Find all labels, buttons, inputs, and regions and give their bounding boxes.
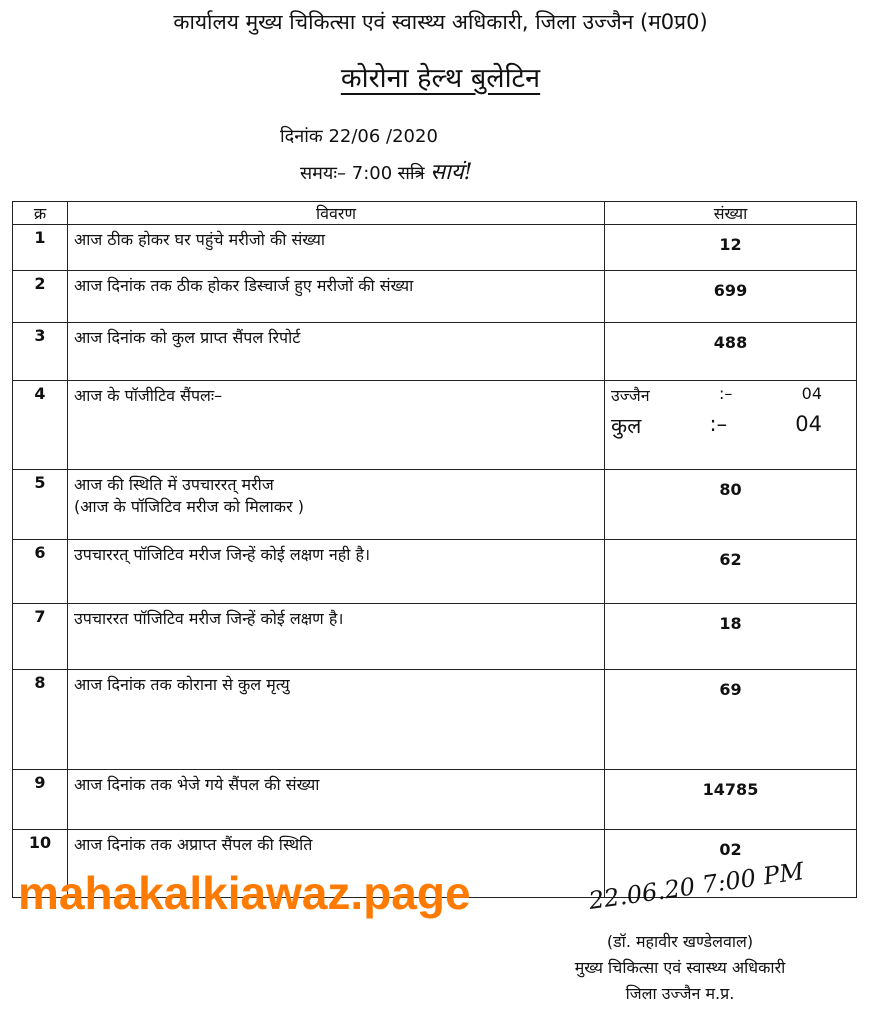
time-line — [300, 156, 472, 186]
table-row — [13, 225, 857, 271]
table-row — [13, 770, 857, 830]
row-description: आज दिनांक तक अप्राप्त सैंपल की स्थिति — [68, 830, 605, 898]
table-row — [13, 604, 857, 670]
row-description-line1: आज की स्थिति में उपचाररत् मरीज — [74, 475, 274, 494]
positive-total-line — [611, 412, 850, 440]
time-value: 7:00 — [351, 163, 393, 184]
positive-total-value: 04 — [795, 412, 822, 436]
row-value: 02 — [605, 830, 857, 898]
watermark-text: mahakalkiawaz.page — [18, 867, 471, 919]
signatory-name: (डॉ. महावीर खण्डेलवाल) — [606, 932, 754, 951]
row-description — [68, 470, 605, 540]
row-description: उपचाररत् पॉजिटिव मरीज जिन्हें कोई लक्षण नही है। — [68, 540, 605, 604]
row-serial: 9 — [13, 770, 68, 830]
row-description-line2: (आज के पॉजिटिव मरीज को मिलाकर ) — [74, 497, 304, 516]
office-heading: कार्यालय मुख्य चिकित्सा एवं स्वास्थ्य अधिकारी, जिला उज्जैन (म0प्र0) — [173, 10, 708, 34]
table-row — [13, 271, 857, 323]
row-value: 18 — [605, 604, 857, 670]
row-description: आज ठीक होकर घर पहुंचे मरीजो की संख्या — [68, 225, 605, 271]
positive-samples-cell — [605, 381, 857, 470]
time-struck-word: रात्रि — [397, 163, 425, 184]
handwritten-signature: 22.06.20 7:00 PM — [587, 857, 806, 915]
bulletin-title: कोरोना हेल्थ बुलेटिन — [340, 63, 541, 94]
header-count: संख्या — [605, 202, 857, 225]
row-serial: 5 — [13, 470, 68, 540]
row-value: 699 — [605, 271, 857, 323]
positive-ujjain-sep: :– — [718, 384, 733, 403]
row-serial: 4 — [13, 381, 68, 470]
positive-ujjain-value: 04 — [801, 384, 822, 403]
row-value: 12 — [605, 225, 857, 271]
table-row — [13, 540, 857, 604]
row-serial: 1 — [13, 225, 68, 271]
date-value: 22/06 /2020 — [328, 126, 438, 147]
table-header-row — [13, 202, 857, 225]
row-description: आज दिनांक को कुल प्राप्त सैंपल रिपोर्ट — [68, 323, 605, 381]
time-label: समयः– — [300, 163, 347, 184]
positive-total-label: कुल — [611, 414, 642, 438]
row-value: 62 — [605, 540, 857, 604]
row-description: आज दिनांक तक कोराना से कुल मृत्यु — [68, 670, 605, 770]
row-serial: 10 — [13, 830, 68, 898]
row-description: आज दिनांक तक भेजे गये सैंपल की संख्या — [68, 770, 605, 830]
row-serial: 8 — [13, 670, 68, 770]
table-row — [13, 470, 857, 540]
row-serial: 7 — [13, 604, 68, 670]
row-value: 488 — [605, 323, 857, 381]
bulletin-table — [12, 201, 857, 898]
row-value: 80 — [605, 470, 857, 540]
row-description: आज दिनांक तक ठीक होकर डिस्चार्ज हुए मरीजों की संख्या — [68, 271, 605, 323]
row-description: आज के पॉजीटिव सैंपलः– — [68, 381, 605, 470]
positive-ujjain-label: उज्जैन — [611, 386, 650, 405]
table-row — [13, 323, 857, 381]
signatory-district: जिला उज्जैन म.प्र. — [625, 984, 735, 1003]
positive-total-sep: :– — [709, 412, 728, 436]
date-label: दिनांक — [280, 126, 323, 147]
row-serial: 6 — [13, 540, 68, 604]
header-description: विवरण — [68, 202, 605, 225]
row-description: उपचाररत पॉजिटिव मरीज जिन्हें कोई लक्षण है। — [68, 604, 605, 670]
row-serial: 2 — [13, 271, 68, 323]
row-value: 69 — [605, 670, 857, 770]
date-line — [280, 124, 438, 148]
row-value: 14785 — [605, 770, 857, 830]
header-serial: क्र — [13, 202, 68, 225]
table-row — [13, 670, 857, 770]
time-handwritten: सायं! — [430, 160, 473, 185]
signatory-designation: मुख्य चिकित्सा एवं स्वास्थ्य अधिकारी — [574, 958, 786, 977]
row-serial: 3 — [13, 323, 68, 381]
table-row — [13, 381, 857, 470]
positive-ujjain-line — [611, 384, 850, 406]
